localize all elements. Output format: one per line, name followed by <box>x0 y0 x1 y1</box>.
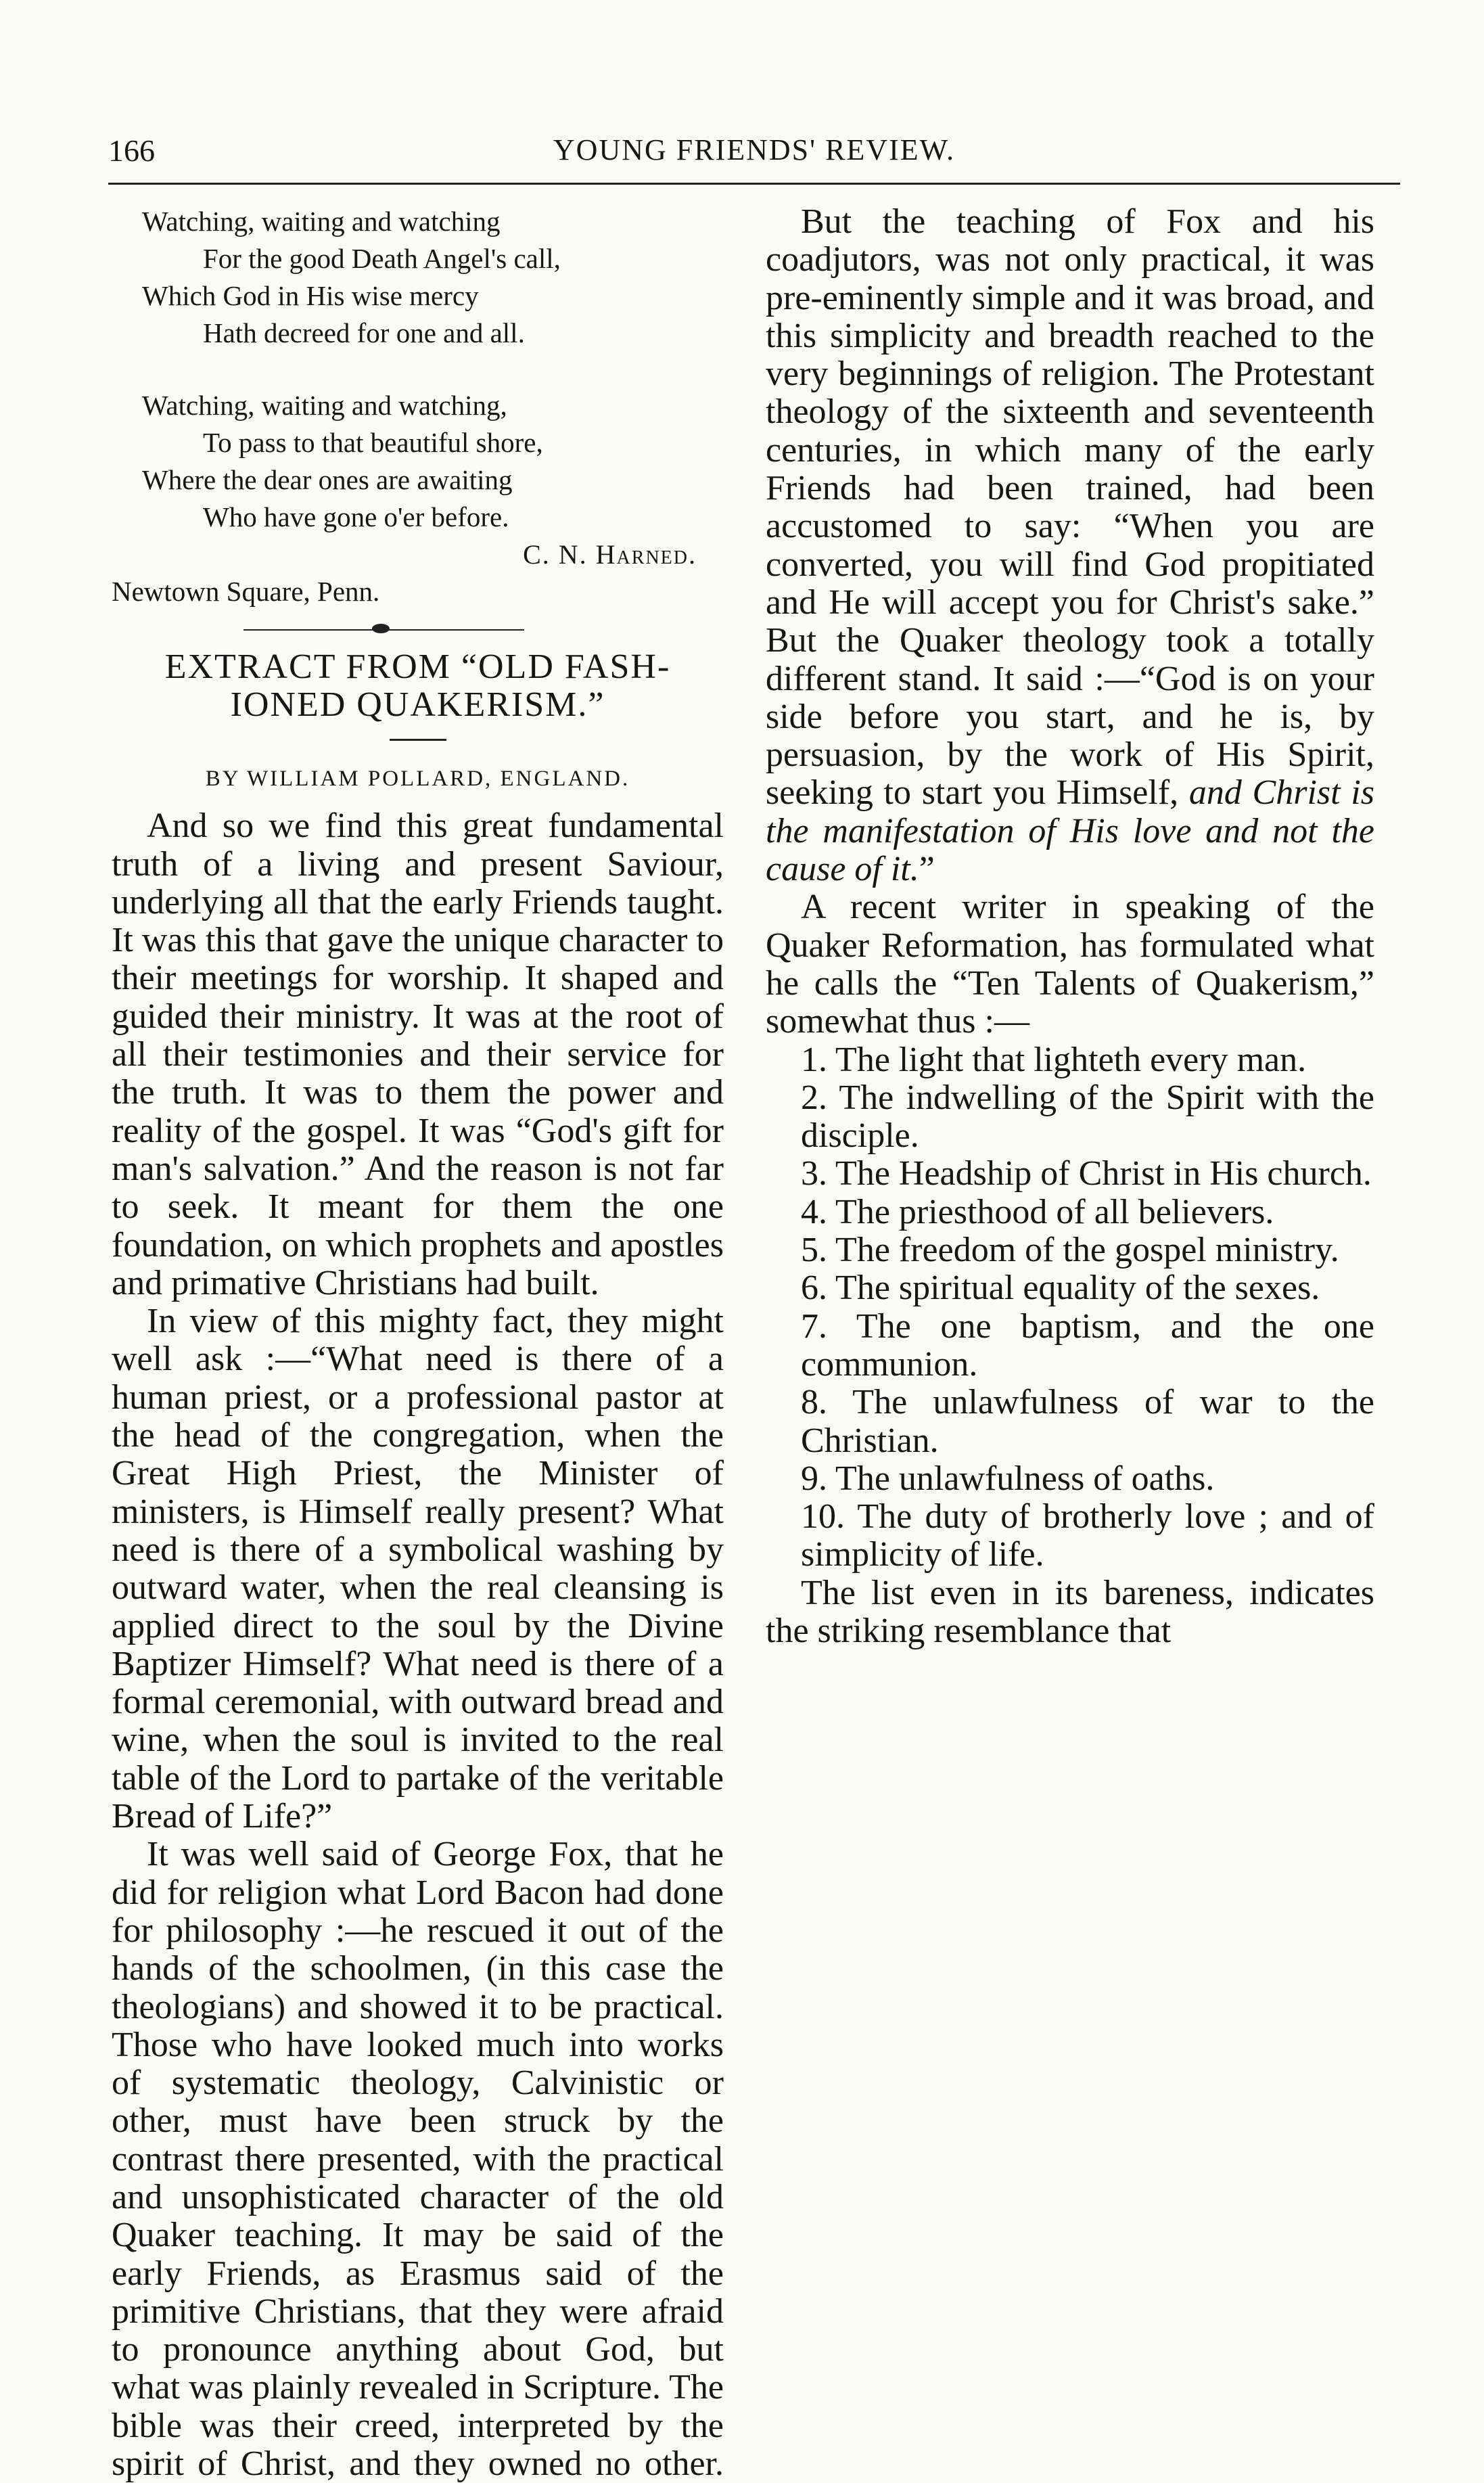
poem-line: Watching, waiting and watching, <box>142 390 507 421</box>
running-title: YOUNG FRIENDS' REVIEW. <box>553 133 956 166</box>
list-item: 3. The Headship of Christ in His church. <box>801 1154 1372 1193</box>
italic-text: and Christ is the manifestation of His love and not the cause of it. <box>766 773 1374 889</box>
paragraph-text: It was well said of George Fox, that he did for religion what Lord Bacon had done for philosophy :—he rescued it out of the hands of the schoolmen, (in this case the theologians) and showed it to be practical. Those who have looked much into works of systematic theology, Calvinistic or other, must have been struck by the contrast there presented, with the practical and unsophisticated character of the old Quaker teaching. It may be said of the early Friends, as Erasmus said of the primitive Christians, that they were afraid to pronounce anything about God, but what was plainly revealed in Scripture. The bible was their creed, interpreted by the spirit of Christ, and they owned no other. <box>112 1835 724 2483</box>
right-column <box>766 203 1374 1650</box>
poem-line: Which God in His wise mercy <box>142 280 479 311</box>
list-item: 1. The light that lighteth every man. <box>801 1040 1307 1079</box>
list-item: 8. The unlawfulness of war to the Christian. <box>801 1383 1374 1460</box>
poem-line: Watching, waiting and watching <box>142 206 501 237</box>
list-item: 2. The indwelling of the Spirit with the disciple. <box>801 1078 1374 1156</box>
closing-quote: ” <box>919 850 935 889</box>
page-header <box>108 133 1400 173</box>
poem-line: Where the dear ones are awaiting <box>142 464 513 495</box>
poem-line: Who have gone o'er before. <box>203 501 509 532</box>
stanza-break <box>112 352 724 387</box>
article-paragraph <box>112 1836 724 2483</box>
divider-ornament <box>372 624 390 633</box>
title-rule <box>390 739 446 741</box>
article-paragraph: In view of this mighty fact, they might well ask :—“What need is there of a human priest, or a professional pastor at the head of the congregation, when the Great High Priest, the Minister of ministers, is Himself really present? What need is there of a symbolical washing by outward water, when the real cleansing is applied direct to the soul by the Divine Baptizer Himself? What need is there of a formal ceremonial, with outward bread and wine, when the soul is invited to the real table of the Lord to partake of the veritable Bread of Life?” <box>112 1302 724 1836</box>
poem <box>112 203 724 610</box>
poem-line: To pass to that beautiful shore, <box>203 427 543 458</box>
list-item: 5. The freedom of the gospel ministry. <box>801 1231 1339 1270</box>
article-paragraph <box>766 203 1374 888</box>
paragraph-text: But the teaching of Fox and his coadjutors, was not only practical, it was pre-eminently simple and it was broad, and this simplicity and breadth reached to the very beginnings of religion. The Protestant theology of the sixteenth and seventeenth centuries, in which many of the early Friends had been trained, had been accustomed to say: “When you are converted, you will find God propitiated and He will accept you for Christ's sake.” But the Quaker theology took a totally different stand. It said :—“God is on your side before you start, and he is, by persuasion, by the work of His Spirit, seeking to start you Himself, <box>766 202 1374 813</box>
article-paragraph: And so we find this great fundamental truth of a living and present Saviour, underlying all that the early Friends taught. It was this that gave the unique character to their meetings for worship. It shaped and guided their ministry. It was at the root of all their testimonies and their service for the truth. It was to them the power and reality of the gospel. It was “God's gift for man's salvation.” And the reason is not far to seek. It meant for them the one foundation, on which prophets and apostles and primative Christians had built. <box>112 806 724 1302</box>
left-column <box>112 203 724 2483</box>
article-title-line: IONED QUAKERISM.” <box>230 685 605 724</box>
poem-signature: C. N. Harned. <box>523 539 697 570</box>
list-item: 10. The duty of brotherly love ; and of simplicity of life. <box>801 1497 1374 1574</box>
article-paragraph: The list even in its bareness, indicates the striking resemblance that <box>766 1573 1374 1650</box>
article-paragraph: A recent writer in speaking of the Quaker Reformation, has formulated what he calls the “Ten Talents of Quakerism,” somewhat thus :— <box>766 888 1374 1041</box>
list-item: 6. The spiritual equality of the sexes. <box>801 1269 1320 1308</box>
poem-line: For the good Death Angel's call, <box>203 243 561 274</box>
poem-place: Newtown Square, Penn. <box>112 576 380 607</box>
header-rule <box>108 183 1400 185</box>
section-divider <box>112 610 724 644</box>
article-byline: BY WILLIAM POLLARD, ENGLAND. <box>205 767 630 791</box>
list-item: 7. The one baptism, and the one communion. <box>801 1306 1374 1384</box>
poem-line: Hath decreed for one and all. <box>203 317 525 348</box>
page-number: 166 <box>108 133 155 168</box>
article-title <box>112 648 724 724</box>
article-title-line: EXTRACT FROM “OLD FASH- <box>164 647 671 686</box>
list-item: 4. The priesthood of all believers. <box>801 1192 1274 1231</box>
list-item: 9. The unlawfulness of oaths. <box>801 1459 1215 1498</box>
